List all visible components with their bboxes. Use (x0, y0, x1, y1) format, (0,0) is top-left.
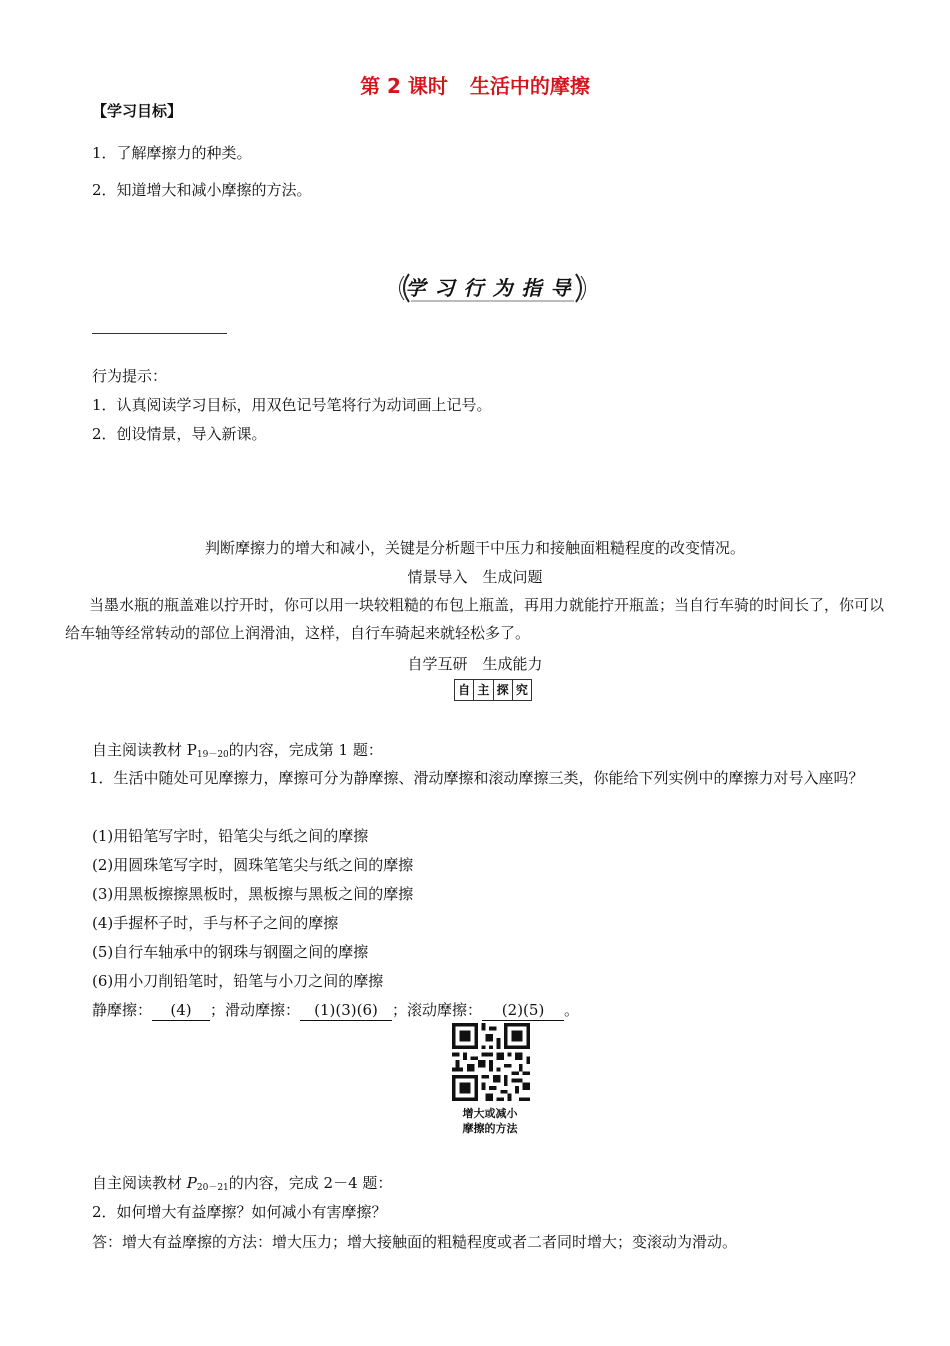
static-label: 静摩擦： (92, 1001, 153, 1019)
question-1-text: 1．生活中随处可见摩擦力，摩擦可分为静摩擦、滑动摩擦和滚动摩擦三类，你能给下列实例中的摩擦力对号入座吗？ (89, 769, 864, 787)
question-2-answer: 答：增大有益摩擦的方法：增大压力；增大接触面的粗糙程度或者二者同时增大；变滚动为滑动。 (92, 1233, 738, 1251)
tip-text: 判断摩擦力的增大和减小，关键是分析题干中压力和接触面粗糙程度的改变情况。 (204, 539, 745, 557)
box-char: 主 (474, 680, 493, 700)
section-heading-selfstudy: 自学互研 生成能力 (407, 655, 543, 673)
behavior-heading: 行为提示： (92, 367, 168, 385)
question-1-item: (2)用圆珠笔写字时，圆珠笔笔尖与纸之间的摩擦 (92, 856, 414, 874)
reading-suffix: 的内容，完成 2－4 题： (228, 1174, 393, 1192)
static-answer: (4) (152, 1000, 210, 1021)
sliding-answer: (1)(3)(6) (300, 1000, 392, 1021)
reading-suffix: 的内容，完成第 1 题： (228, 741, 383, 759)
title-lesson: 第 2 课时 (360, 74, 448, 98)
section-heading-scenario: 情景导入 生成问题 (407, 568, 543, 586)
question-2-text: 2．如何增大有益摩擦？如何减小有害摩擦？ (92, 1203, 387, 1221)
question-1-item: (1)用铅笔写字时，铅笔尖与纸之间的摩擦 (92, 827, 369, 845)
page-range: 20－21 (196, 1183, 229, 1193)
behavior-item-2: 2．创设情景，导入新课。 (92, 425, 267, 443)
rolling-label: ；滚动摩擦： (392, 1001, 483, 1019)
sliding-label: ；滑动摩擦： (210, 1001, 301, 1019)
box-char: 究 (515, 683, 528, 697)
reading-instruction-2 (92, 1173, 392, 1198)
scenario-paragraph: 当墨水瓶的瓶盖难以拧开时，你可以用一块较粗糙的布包上瓶盖，再用力就能拧开瓶盖；当自行车骑的时间长了，你可以给车轴等经常转动的部位上润滑油，这样，自行车骑起来就轻松多了。 (65, 596, 885, 642)
qr-caption-line-2: 摩擦的方法 (462, 1122, 518, 1135)
banner-text: 学习行为指导 (405, 276, 580, 300)
box-char: 探 (494, 680, 513, 700)
section-banner (395, 270, 590, 306)
page-title (0, 70, 950, 99)
reading-p: P (186, 1174, 197, 1192)
question-1-item: (6)用小刀削铅笔时，铅笔与小刀之间的摩擦 (92, 972, 384, 990)
page-range: 19－20 (196, 750, 229, 760)
qr-caption-line-1: 增大或减小 (462, 1107, 518, 1120)
question-1-item: (5)自行车轴承中的钢珠与钢圈之间的摩擦 (92, 943, 369, 961)
reading-prefix: 自主阅读教材 (92, 1174, 187, 1192)
question-1-item: (3)用黑板擦擦黑板时，黑板擦与黑板之间的摩擦 (92, 885, 414, 903)
reading-prefix: 自主阅读教材 P (92, 741, 197, 759)
question-1-item: (4)手握杯子时，手与杯子之间的摩擦 (92, 914, 339, 932)
reading-instruction-1 (92, 740, 383, 765)
self-explore-box (454, 679, 532, 701)
objective-item-2: 2．知道增大和减小摩擦的方法。 (92, 181, 312, 199)
qr-code-icon[interactable] (452, 1023, 530, 1101)
title-topic: 生活中的摩擦 (469, 74, 590, 98)
answer-end: 。 (564, 1001, 580, 1019)
divider-line (92, 333, 227, 334)
objective-item-1: 1．了解摩擦力的种类。 (92, 144, 252, 162)
objectives-heading: 【学习目标】 (92, 102, 183, 120)
rolling-answer: (2)(5) (482, 1000, 564, 1021)
question-1-answer (92, 1000, 579, 1021)
behavior-item-1: 1．认真阅读学习目标，用双色记号笔将行为动词画上记号。 (92, 396, 492, 414)
box-char: 自 (455, 680, 474, 700)
qr-code-graphic (452, 1023, 530, 1101)
